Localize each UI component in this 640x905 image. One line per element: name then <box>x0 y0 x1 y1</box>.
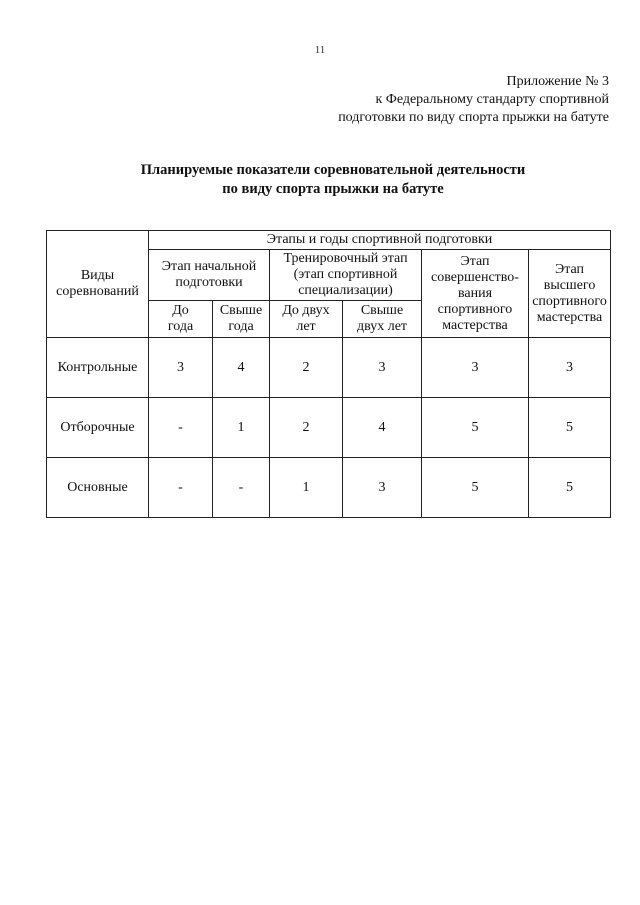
header-stage-improvement: Этап совершенство- вания спортивного мастерства <box>422 250 529 338</box>
document-title <box>0 161 640 199</box>
table-cell: 2 <box>270 398 343 458</box>
table-cell: - <box>213 458 270 518</box>
competition-indicators-table <box>46 230 611 518</box>
table-cell: 4 <box>343 398 422 458</box>
table-cell: 5 <box>529 398 611 458</box>
table-cell: - <box>149 398 213 458</box>
appendix-line-2: к Федеральному стандарту спортивной <box>375 92 609 107</box>
table-cell: 3 <box>343 458 422 518</box>
table-cell: 2 <box>270 338 343 398</box>
table-cell: 3 <box>529 338 611 398</box>
header-over-two-years: Свыше двух лет <box>343 301 422 338</box>
table-cell: 4 <box>213 338 270 398</box>
appendix-heading <box>338 73 609 127</box>
table-cell: 5 <box>422 398 529 458</box>
header-stage-highest: Этап высшего спортивного мастерства <box>529 250 611 338</box>
table-cell: 3 <box>149 338 213 398</box>
table-cell: 1 <box>213 398 270 458</box>
appendix-line-1: Приложение № 3 <box>506 74 609 89</box>
table-cell: - <box>149 458 213 518</box>
header-stage-training: Тренировочный этап (этап спортивной специализации) <box>270 250 422 301</box>
header-over-one-year: Свыше года <box>213 301 270 338</box>
table-row <box>47 398 611 458</box>
header-up-to-one-year: До года <box>149 301 213 338</box>
header-stages-and-years: Этапы и годы спортивной подготовки <box>149 231 611 250</box>
title-line-1: Планируемые показатели соревновательной деятельности <box>140 162 526 178</box>
row-label: Контрольные <box>47 338 149 398</box>
title-line-2: по виду спорта прыжки на батуте <box>222 181 444 197</box>
header-stage-initial: Этап начальной подготовки <box>149 250 270 301</box>
table-cell: 3 <box>343 338 422 398</box>
row-label: Основные <box>47 458 149 518</box>
table-cell: 1 <box>270 458 343 518</box>
table-cell: 5 <box>422 458 529 518</box>
row-label: Отборочные <box>47 398 149 458</box>
table-cell: 3 <box>422 338 529 398</box>
header-up-to-two-years: До двух лет <box>270 301 343 338</box>
page-number: 11 <box>314 44 326 56</box>
header-competition-types: Виды соревнований <box>47 231 149 338</box>
table-row <box>47 458 611 518</box>
table-cell: 5 <box>529 458 611 518</box>
appendix-line-3: подготовки по виду спорта прыжки на батуте <box>338 110 609 125</box>
table-row <box>47 338 611 398</box>
